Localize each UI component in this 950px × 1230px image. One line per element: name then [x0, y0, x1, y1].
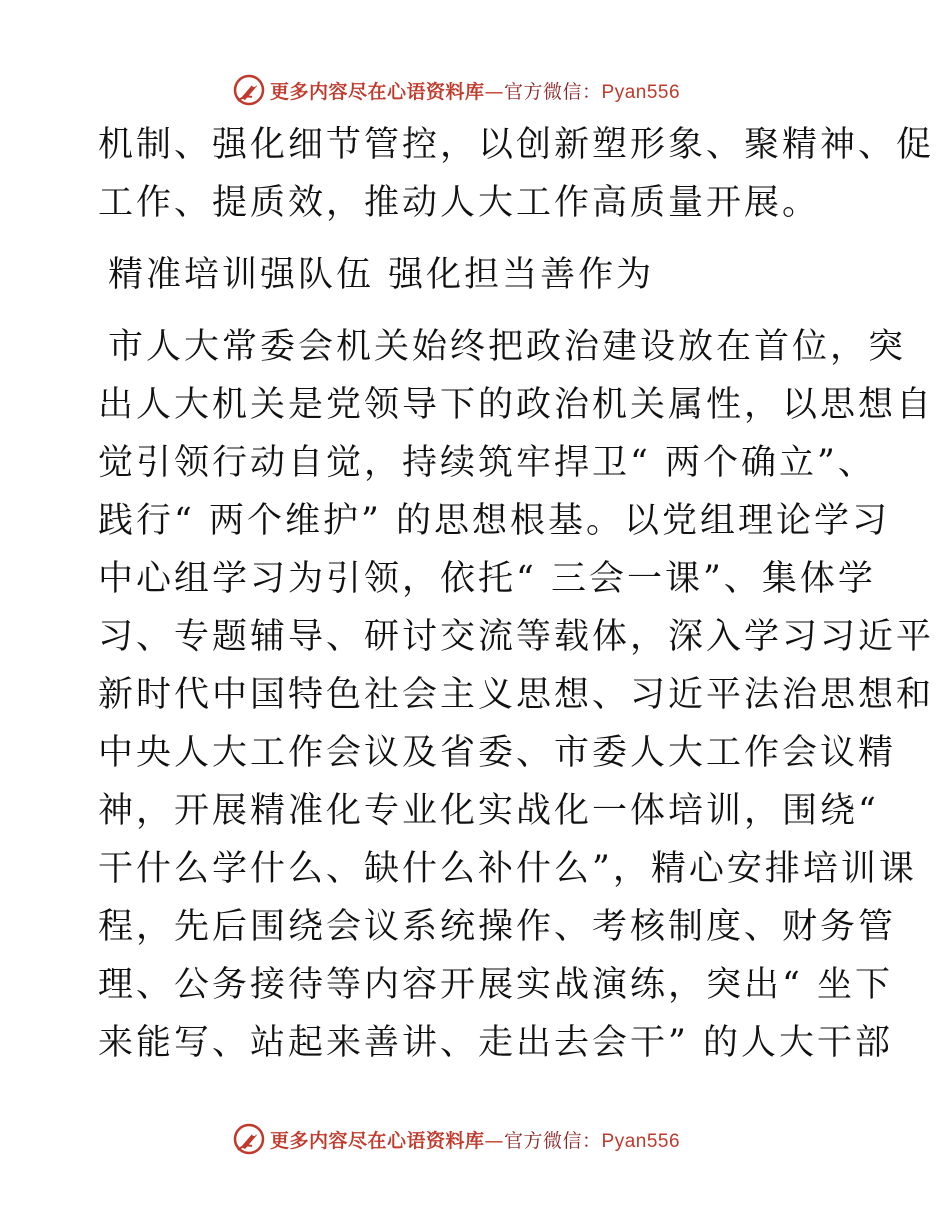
paragraph-line: 习、专题辅导、研讨交流等载体，深入学习习近平 — [98, 617, 935, 657]
paragraph-line: 神，开展精准化专业化实战化一体培训，围绕“ — [98, 791, 879, 831]
section-heading: 精准培训强队伍 强化担当善作为 — [108, 255, 655, 295]
watermark-text — [270, 77, 680, 104]
document-body — [98, 116, 935, 1072]
paragraph-line: 中央人大工作会议及省委、市委人大工作会议精 — [98, 733, 897, 773]
watermark-banner-bottom — [232, 1121, 680, 1157]
paragraph-line: 理、公务接待等内容开展实战演练，突出“ 坐下 — [98, 965, 894, 1005]
watermark-banner-top — [232, 72, 680, 108]
fountain-pen-logo-icon — [232, 1122, 266, 1156]
fountain-pen-logo-icon — [232, 73, 266, 107]
paragraph-line: 来能写、站起来善讲、走出去会干” 的人大干部 — [98, 1023, 894, 1063]
watermark-wechat-id: Pyan556 — [601, 1130, 681, 1152]
paragraph-line: 程，先后围绕会议系统操作、考核制度、财务管 — [98, 907, 897, 947]
watermark-brand: 更多内容尽在心语资料库 — [270, 1129, 485, 1152]
watermark-dash: — — [484, 80, 505, 103]
paragraph-line: 觉引领行动自觉，持续筑牢捍卫“ 两个确立”、 — [98, 443, 876, 483]
watermark-text — [270, 1126, 680, 1153]
paragraph-line: 市人大常委会机关始终把政治建设放在首位，突 — [108, 327, 907, 367]
watermark-wechat-id: Pyan556 — [601, 81, 681, 103]
watermark-dash: — — [484, 1129, 505, 1152]
paragraph-line: 出人大机关是党领导下的政治机关属性，以思想自 — [98, 385, 935, 425]
paragraph-line: 中心组学习为引领，依托“ 三会一课”、集体学 — [98, 559, 876, 599]
paragraph-line: 践行“ 两个维护” 的思想根基。以党组理论学习 — [98, 501, 891, 541]
paragraph-line: 干什么学什么、缺什么补什么”，精心安排培训课 — [98, 849, 917, 889]
watermark-wechat-label: 官方微信： — [504, 1129, 602, 1152]
watermark-brand: 更多内容尽在心语资料库 — [270, 80, 485, 103]
paragraph-line: 机制、强化细节管控，以创新塑形象、聚精神、促 — [98, 125, 935, 165]
watermark-wechat-label: 官方微信： — [504, 80, 602, 103]
paragraph-line: 新时代中国特色社会主义思想、习近平法治思想和 — [98, 675, 935, 715]
paragraph-line: 工作、提质效，推动人大工作高质量开展。 — [98, 183, 821, 223]
